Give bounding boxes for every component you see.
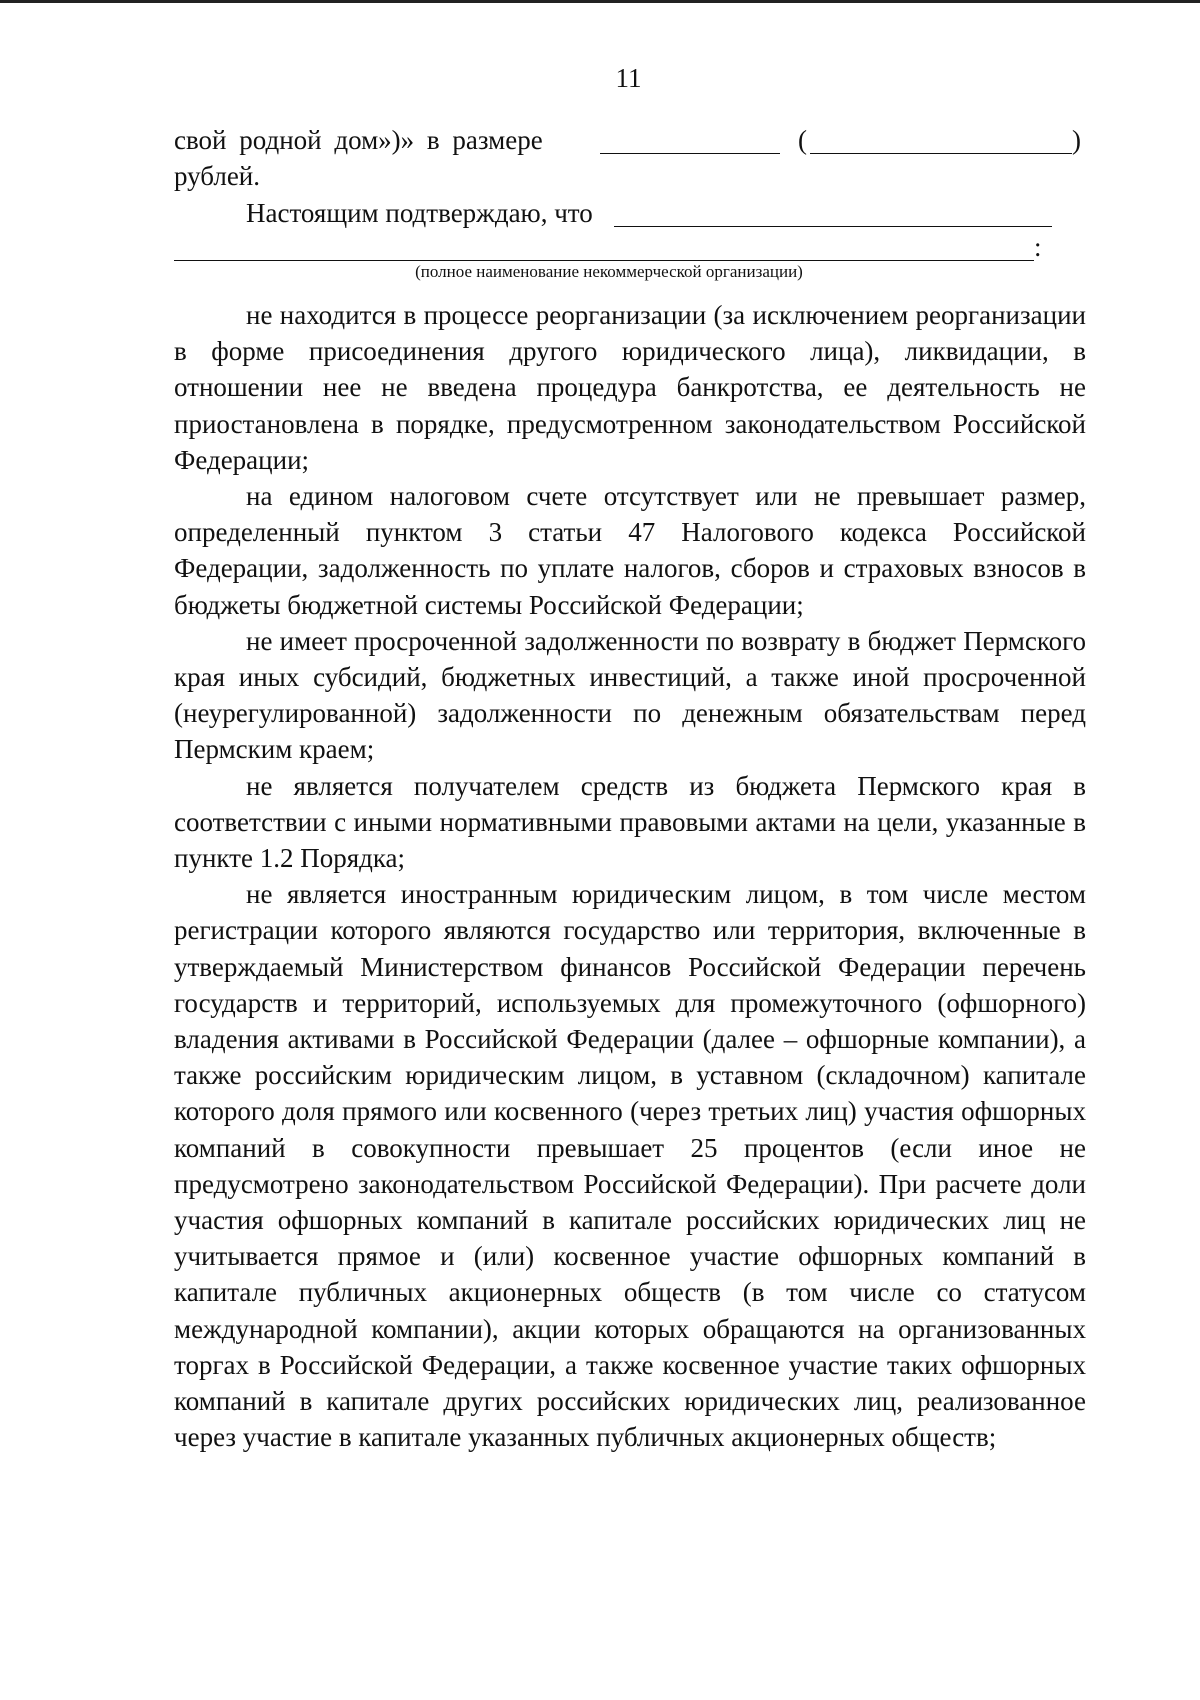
confirm-text: Настоящим подтверждаю, что: [246, 198, 593, 228]
scan-top-edge: [0, 0, 1200, 3]
paragraph: на едином налоговом счете отсутствует или не превышает размер, определенный пунктом 3 статьи 47 Налогового кодекса Российской Федерации, задолженность по уплате налогов, сборов и страховых взносов в бюджеты бюджетной системы Российской Федерации;: [174, 481, 1086, 620]
currency-text: рублей.: [174, 161, 261, 191]
body-text: [174, 297, 1086, 1456]
amount-words-blank: [810, 153, 1072, 154]
amount-paren-close: ): [1072, 125, 1081, 155]
amount-line-text: свой родной дом»)» в размере: [174, 125, 543, 155]
paragraph: не находится в процессе реорганизации (за исключением реорганизации в форме присоединения другого юридического лица), ликвидации, в отношении нее не введена процедура банкротства, ее деятельность не приостановлена в порядке, предусмотренном законодательством Российской Федерации;: [174, 300, 1086, 475]
paragraph: не является иностранным юридическим лицом, в том числе местом регистрации которого являются государство или территория, включенные в утверждаемый Министерством финансов Российской Федерации перечень государств и территорий, используемых для промежуточного (офшорного) владения активами в Российской Федерации (далее – офшорные компании), а также российским юридическим лицом, в уставном (складочном) капитале которого доля прямого или косвенного (через третьих лиц) участия офшорных компаний в совокупности превышает 25 процентов (если иное не предусмотрено законодательством Российской Федерации). При расчете доли участия офшорных компаний в капитале российских юридических лиц не учитывается прямое и (или) косвенное участие офшорных компаний в капитале публичных акционерных обществ (в том числе со статусом международной компании), акции которых обращаются на организованных торгах в Российской Федерации, а также косвенное участие таких офшорных компаний в капитале других российских юридических лиц, реализованное через участие в капитале указанных публичных акционерных обществ;: [174, 879, 1086, 1453]
organization-name-blank-1: [614, 226, 1052, 227]
paragraph: не является получателем средств из бюджета Пермского края в соответствии с иными нормативными правовыми актами на цели, указанные в пункте 1.2 Порядка;: [174, 770, 1086, 874]
page-number: 11: [615, 63, 642, 93]
colon: :: [1034, 232, 1042, 262]
organization-name-caption: (полное наименование некоммерческой организации): [415, 262, 803, 281]
paragraph: не имеет просроченной задолженности по возврату в бюджет Пермского края иных субсидий, бюджетных инвестиций, а также иной просроченной (неурегулированной) задолженности по денежным обязательствам перед Пермским краем;: [174, 625, 1086, 765]
amount-paren-open: (: [798, 125, 807, 155]
amount-digits-blank: [600, 153, 780, 154]
